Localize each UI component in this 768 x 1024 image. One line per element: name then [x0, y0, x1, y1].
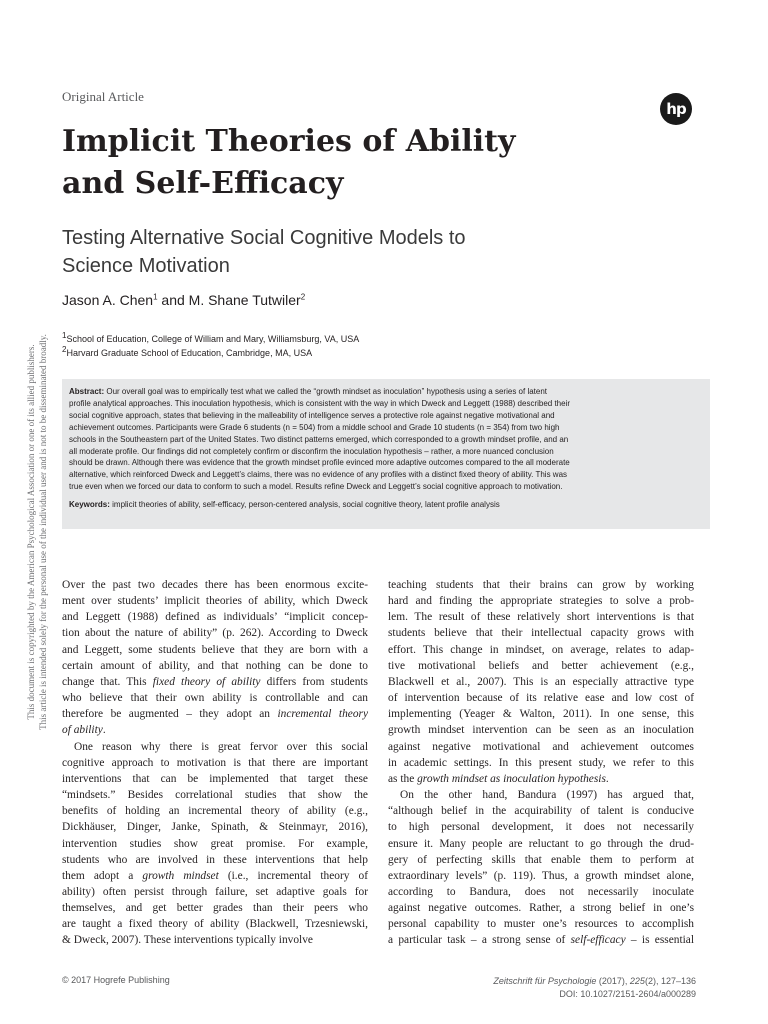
affiliation-marker: 2 [300, 292, 306, 302]
abstract-line: all moderate profile. Our findings did not completely confirm or disconfirm the inoculation hypothesis – rather, a more nuanced conclusion [69, 446, 554, 456]
body-text-line: intervention studies show great promise. For example, [62, 837, 368, 850]
article-title-line-2: and Self-Efficacy [62, 166, 344, 201]
body-text-line: growth mindset intervention can be seen as an inoculation [388, 724, 694, 737]
affiliation-text: Harvard Graduate School of Education, Cambridge, MA, USA [66, 348, 313, 358]
body-text-line: themselves, and get better grades than their peers who [62, 902, 368, 915]
keywords-text: implicit theories of ability, self-efficacy, person-centered analysis, social cognitive theory, latent profile analysis [109, 500, 500, 510]
body-column-right [388, 577, 694, 949]
journal-citation [493, 975, 696, 988]
body-text-line: and Leggett, some students believe that they are born with a [62, 643, 368, 656]
body-column-left [62, 577, 368, 949]
abstract-line: should be drawn. Although there was evidence that the growth mindset profile evinced more adaptive outcomes compared to the all moderate [69, 458, 570, 468]
journal-volume: 225 [629, 976, 645, 986]
body-text-line: against negative motivational and achievement outcomes [388, 740, 694, 753]
body-text-line: students who are involved in these interventions that help [62, 853, 368, 866]
body-text-line: One reason why there is great fervor over this social [74, 740, 368, 753]
journal-name: Zeitschrift für Psychologie [493, 976, 597, 986]
body-text-line: Dickhäuser, Dinger, Janke, Spinath, & Steinmayr, 2016), [62, 821, 368, 834]
body-text-line: Blackwell et al., 2007). This is an especially attractive type [388, 675, 694, 688]
keywords-label: Keywords: [69, 500, 110, 510]
body-text-line: of ability. [62, 724, 106, 737]
body-text-line: gery of perfecting skills that enable them to perform at [388, 853, 694, 866]
article-type-label: Original Article [62, 89, 144, 104]
article-subtitle [62, 224, 662, 280]
body-text-line: benefits of holding an incremental theory of ability (e.g., [62, 805, 368, 818]
body-text-line: students believe that their intellectual capacity grows with [388, 627, 694, 640]
body-text-line: of intervention because of its relative ease and low cost of [388, 692, 694, 705]
body-text-line: hard and finding the appropriate strategies to solve a prob- [388, 595, 694, 608]
body-text-line: On the other hand, Bandura (1997) has argued that, [400, 789, 694, 802]
author-name: M. Shane Tutwiler [188, 292, 301, 308]
body-text-line: ensure it. Many people are reluctant to go through the drud- [388, 837, 694, 850]
abstract-line: alternative, which reinforced Dweck and Leggett’s claims, there was no evidence of any profiles with a distinct fixed theory of ability. This was [69, 470, 568, 480]
author-name: Jason A. Chen [62, 292, 154, 308]
affiliation-marker: 1 [153, 292, 158, 302]
side-note-line-1: This document is copyrighted by the American Psychological Association or one of its allied publishers. [26, 344, 36, 720]
affiliation-2 [62, 345, 313, 358]
affiliation-1 [62, 331, 360, 344]
body-text-line: a particular task – a strong sense of self-efficacy – is essential [388, 934, 694, 947]
body-text-line: tive motivational beliefs and better achievement (e.g., [388, 659, 694, 672]
body-text-line: Over the past two decades there has been enormous excite- [62, 579, 368, 591]
body-text-line: “mindsets.” Besides correlational studies that show the [62, 789, 368, 802]
body-text-line: them adopt a growth mindset (i.e., incremental theory of [62, 869, 368, 882]
publisher-logo-icon: hp [660, 93, 692, 125]
body-text-line: tion about the nature of ability” (p. 262). According to Dweck [62, 627, 368, 640]
body-text-line: ment over students’ implicit theories of ability, which Dweck [62, 595, 368, 608]
body-text-line: implementing (Yeager & Walton, 2011). In one sense, this [388, 708, 694, 721]
body-text-line: lem. The result of these relatively short interventions is that [388, 611, 694, 624]
doi: DOI: 10.1027/2151-2604/a000289 [559, 989, 696, 999]
author-connector: and [157, 292, 189, 308]
body-text-line: effort. This change in mindset, on average, relates to adap- [388, 643, 694, 656]
abstract-line: schools in the Southeastern part of the United States. Two distinct patterns emerged, which corresponded to a growth mindset profile, and an [69, 434, 569, 444]
citation-year: (2017), [596, 976, 630, 986]
citation-pages: (2), 127–136 [644, 976, 696, 986]
body-text-line: interventions that can be implemented that target these [62, 772, 368, 785]
abstract-line [69, 386, 703, 398]
copyright-side-note [25, 297, 49, 767]
article-subtitle-line-2: Science Motivation [62, 255, 230, 277]
body-text-line: extraordinary levels” (p. 119). Thus, a growth mindset alone, [388, 869, 694, 882]
body-text-line: & Dweck, 2007). These interventions typically involve [62, 934, 313, 947]
abstract-line: true even when we forced our data to conform to such a model. Results refine Dweck and Leggett’s social cognitive approach to motivation. [69, 482, 563, 492]
affiliation-marker: 2 [62, 345, 67, 354]
side-note-line-2: This article is intended solely for the personal use of the individual user and is not to be disseminated broadly. [38, 334, 48, 730]
abstract-label: Abstract: [69, 387, 105, 396]
affiliation-marker: 1 [62, 331, 67, 340]
body-text-line: according to Bandura, does not necessarily inoculate [388, 885, 694, 898]
body-text-line: are taught a fixed theory of ability (Blackwell, Trzesniewski, [62, 918, 368, 931]
article-subtitle-line-1: Testing Alternative Social Cognitive Models to [62, 227, 466, 249]
body-text-line: in academic settings. In this present study, we refer to this [388, 756, 694, 769]
abstract-line: achievement outcomes. Participants were Grade 6 students (n = 504) from a middle school and Grade 10 students (n = 354) from two high [69, 422, 560, 432]
body-text-line: and Leggett (1988) defined as individuals’ “implicit concep- [62, 611, 368, 624]
copyright-footer: © 2017 Hogrefe Publishing [62, 975, 170, 985]
body-text-line: “although belief in the acquirability of talent is conducive [388, 805, 694, 818]
body-text-line: who believe that their own ability is controllable and can [62, 692, 368, 705]
author-list [62, 292, 305, 308]
body-text-line: change that. This fixed theory of ability differs from students [62, 675, 368, 688]
abstract-text: Our overall goal was to empirically test what we called the “growth mindset as inoculation” hypothesis using a series of latent [104, 387, 548, 396]
body-text-line: against negative outcomes. Rather, a strong belief in one’s [388, 902, 694, 915]
affiliation-text: School of Education, College of William and Mary, Williamsburg, VA, USA [66, 334, 360, 344]
article-title [62, 121, 622, 205]
article-title-line-1: Implicit Theories of Ability [62, 124, 516, 159]
body-text-line: as the growth mindset as inoculation hypothesis. [388, 772, 609, 785]
body-text-line: ability) often persist through failure, set adaptive goals for [62, 885, 368, 898]
body-text-line: cognitive approach to motivation is that there are important [62, 756, 368, 769]
body-text-line: therefore be augmented – they adopt an incremental theory [62, 708, 369, 721]
body-text-line: personal capability to muster one’s resources to accomplish [388, 918, 694, 931]
body-text-line: teaching students that their brains can grow by working [388, 579, 694, 591]
citation-footer [493, 975, 696, 1001]
keywords [69, 499, 703, 511]
body-text-line: to high personal development, it does not necessarily [388, 821, 694, 834]
abstract-box [62, 379, 710, 529]
abstract-line: profile analytical approaches. This inoculation hypothesis, which is consistent with the way in which Dweck and Leggett (1988) described their [69, 398, 571, 408]
abstract-line: social cognitive approach, states that believing in the malleability of intelligence serves a protective role against negative motivational and [69, 410, 555, 420]
body-text-line: certain amount of ability, and that nothing can be done to [62, 659, 368, 672]
